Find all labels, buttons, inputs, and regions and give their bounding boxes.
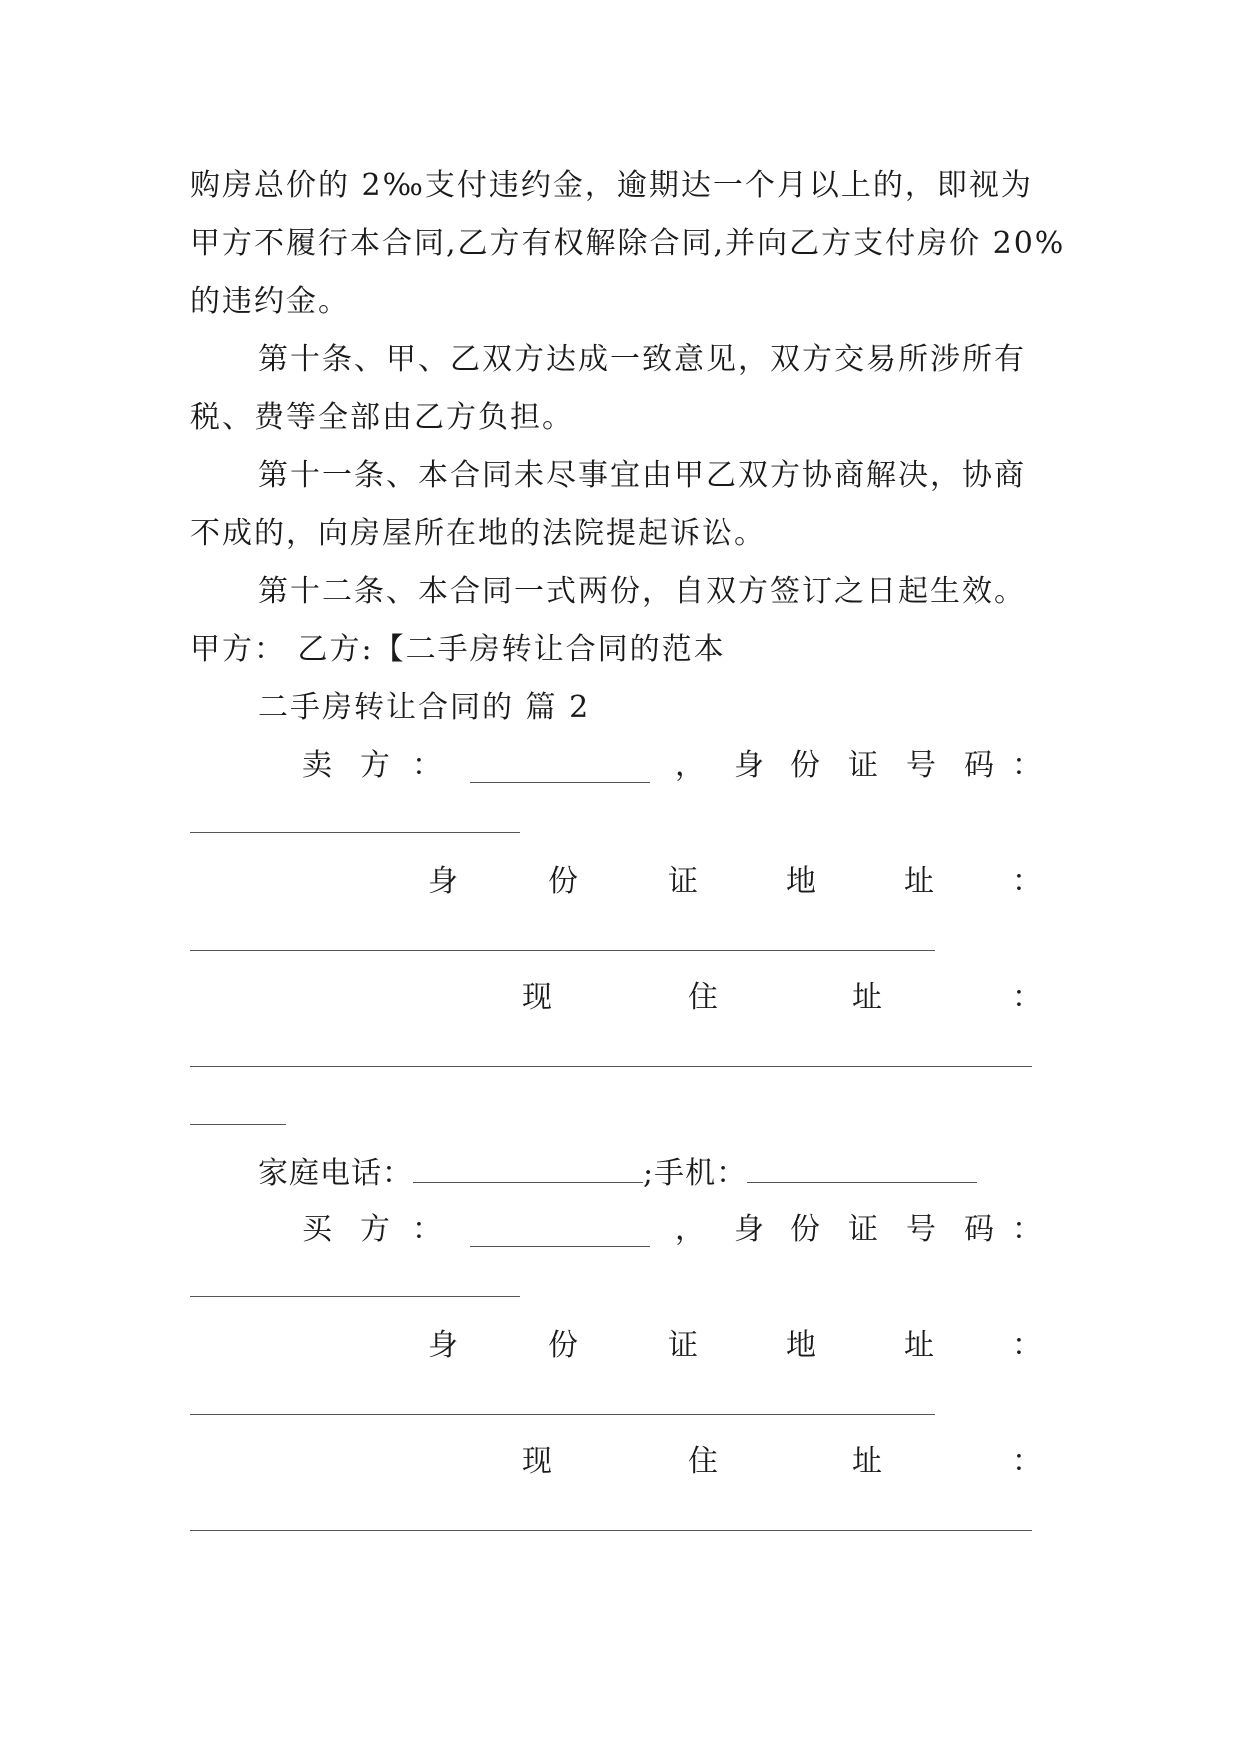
- buyer-id-address-char: 身: [428, 1328, 458, 1363]
- seller-label-char: 方: [360, 748, 390, 783]
- seller-id-number-blank[interactable]: [190, 832, 520, 833]
- seller-id-address-char: 身: [428, 864, 458, 899]
- buyer-label-char: 买: [302, 1212, 332, 1247]
- seller-phone-row: [258, 1152, 977, 1194]
- seller-label-char: 卖: [302, 748, 332, 783]
- seller-id-address-char: 证: [668, 864, 698, 899]
- mobile-blank[interactable]: [747, 1152, 977, 1183]
- seller-current-address-char: 址: [852, 980, 882, 1015]
- seller-id-label-char: 份: [790, 748, 820, 783]
- seller-comma: ，: [675, 748, 705, 783]
- buyer-current-address-char: 住: [688, 1444, 718, 1479]
- buyer-comma: ，: [675, 1212, 705, 1247]
- buyer-id-address-char: 证: [668, 1328, 698, 1363]
- buyer-id-label-char: 份: [790, 1212, 820, 1247]
- buyer-id-address-char: ：: [1012, 1328, 1042, 1363]
- seller-id-label-char: 证: [848, 748, 878, 783]
- buyer-id-address-blank[interactable]: [190, 1414, 935, 1415]
- section-heading: 二手房转让合同的 篇 2: [258, 690, 591, 725]
- buyer-id-address-char: 份: [548, 1328, 578, 1363]
- seller-id-label-char: 码: [964, 748, 994, 783]
- seller-current-address-blank-cont[interactable]: [190, 1124, 286, 1125]
- seller-current-address-char: 住: [688, 980, 718, 1015]
- seller-id-address-char: ：: [1012, 864, 1042, 899]
- seller-id-address-char: 份: [548, 864, 578, 899]
- seller-id-label-char: 身: [734, 748, 764, 783]
- buyer-id-label-char: 身: [734, 1212, 764, 1247]
- article-10-line: 第十条、甲、乙双方达成一致意见，双方交易所涉所有: [258, 342, 1026, 377]
- buyer-current-address-char: ：: [1012, 1444, 1042, 1479]
- buyer-id-label-char: 码: [964, 1212, 994, 1247]
- paragraph-line: 的违约金。: [190, 284, 350, 319]
- article-11-line: 不成的，向房屋所在地的法院提起诉讼。: [190, 516, 766, 551]
- seller-id-address-char: 地: [786, 864, 816, 899]
- buyer-label-char: 方: [360, 1212, 390, 1247]
- article-12-line: 第十二条、本合同一式两份，自双方签订之日起生效。: [258, 574, 1026, 609]
- home-phone-label: 家庭电话：: [258, 1156, 413, 1191]
- seller-current-address-char: ：: [1012, 980, 1042, 1015]
- seller-name-blank[interactable]: [470, 752, 650, 783]
- buyer-id-address-char: 地: [786, 1328, 816, 1363]
- home-phone-blank[interactable]: [413, 1152, 643, 1183]
- buyer-id-number-blank[interactable]: [190, 1296, 520, 1297]
- buyer-current-address-char: 现: [522, 1444, 552, 1479]
- signature-line: 甲方： 乙方:【二手房转让合同的范本: [190, 632, 726, 667]
- seller-label-char: ：: [412, 748, 442, 783]
- seller-current-address-blank[interactable]: [190, 1066, 1032, 1067]
- buyer-id-label-char: 号: [906, 1212, 936, 1247]
- paragraph-line: 甲方不履行本合同,乙方有权解除合同,并向乙方支付房价 20%: [190, 226, 1066, 261]
- article-10-line: 税、费等全部由乙方负担。: [190, 400, 574, 435]
- seller-id-address-char: 址: [904, 864, 934, 899]
- paragraph-line: 购房总价的 2‰支付违约金，逾期达一个月以上的，即视为: [190, 168, 1033, 203]
- seller-id-label-char: ：: [1012, 748, 1042, 783]
- buyer-label-char: ：: [412, 1212, 442, 1247]
- buyer-current-address-blank[interactable]: [190, 1530, 1032, 1531]
- buyer-id-label-char: ：: [1012, 1212, 1042, 1247]
- seller-current-address-char: 现: [522, 980, 552, 1015]
- article-11-line: 第十一条、本合同未尽事宜由甲乙双方协商解决，协商: [258, 458, 1026, 493]
- seller-id-label-char: 号: [906, 748, 936, 783]
- buyer-name-blank[interactable]: [470, 1216, 650, 1247]
- buyer-id-label-char: 证: [848, 1212, 878, 1247]
- seller-id-address-blank[interactable]: [190, 950, 935, 951]
- buyer-id-address-char: 址: [904, 1328, 934, 1363]
- buyer-current-address-char: 址: [852, 1444, 882, 1479]
- mobile-label: ;手机：: [643, 1156, 748, 1191]
